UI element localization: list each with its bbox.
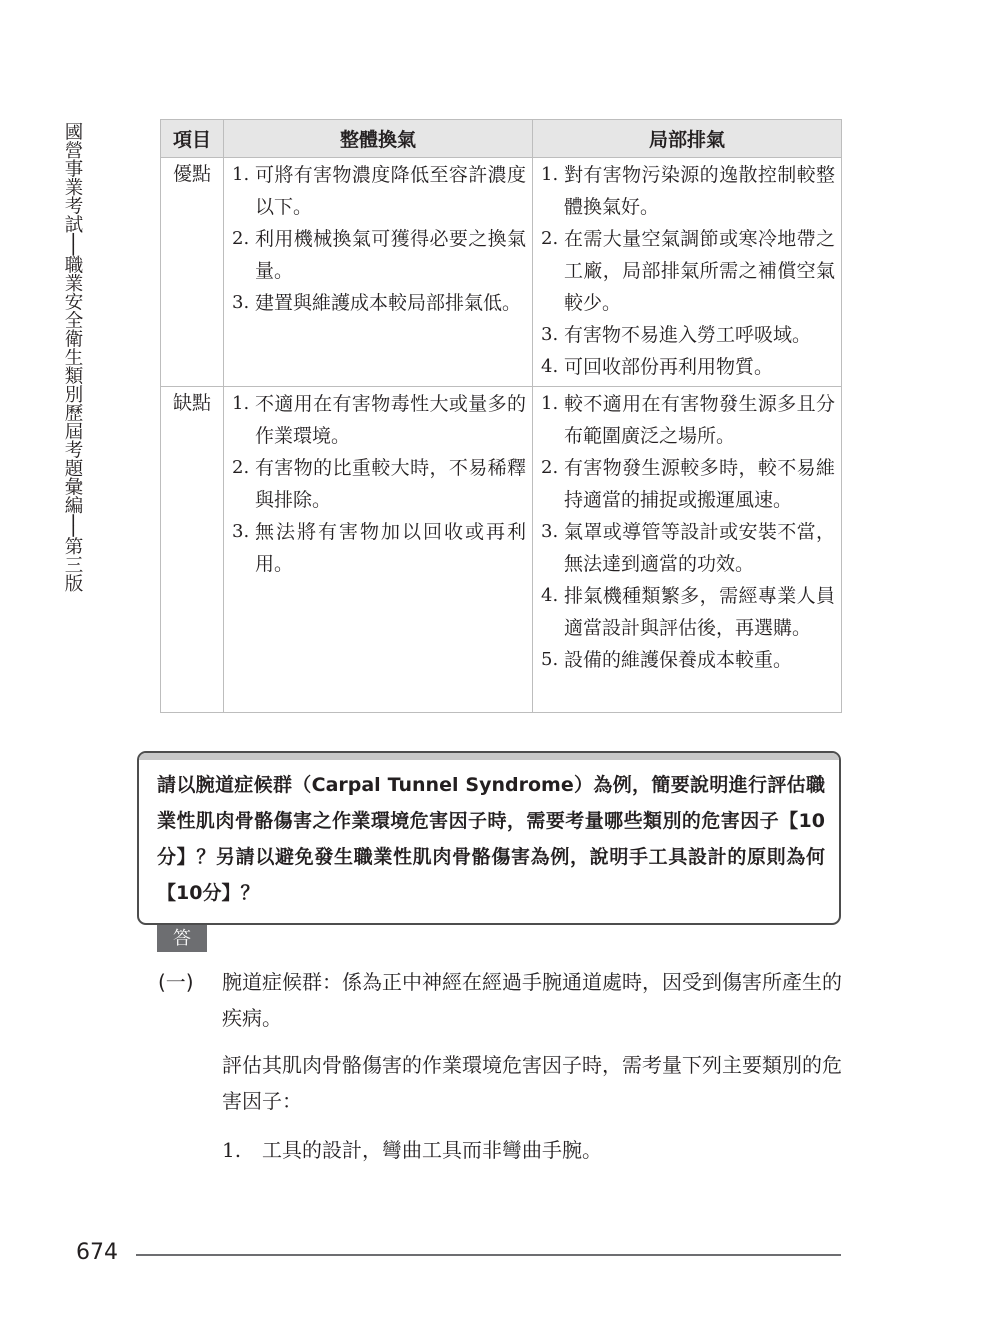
list-item (232, 452, 526, 516)
row-label-advantages: 優點 (161, 158, 224, 387)
list-item-text: 可回收部份再利用物質。 (564, 356, 774, 378)
list-item-number: 2. (232, 457, 250, 478)
list-item-number: 2. (541, 228, 559, 249)
answer-paragraph: 評估其肌肉骨骼傷害的作業環境危害因子時，需考量下列主要類別的危害因子： (222, 1053, 842, 1113)
question-text: 請以腕道症候群（Carpal Tunnel Syndrome）為例，簡要說明進行評估職業性肌肉骨骼傷害之作業環境危害因子時，需要考量哪些類別的危害因子【10分】？另請以避免發生職業性肌肉骨骼傷害為例，說明手工具設計的原則為何【10分】？ (157, 774, 825, 904)
list-item-number: 5. (541, 649, 559, 670)
answer-item-number: 1. (222, 1138, 242, 1162)
header-local-exhaust: 局部排氣 (533, 120, 842, 158)
list-item-number: 3. (232, 292, 250, 313)
list-item-number: 3. (232, 521, 250, 542)
list-item (541, 644, 835, 676)
list-item (541, 351, 835, 383)
list-item-number: 2. (541, 457, 559, 478)
list-item (232, 516, 526, 580)
advantages-local-list (541, 159, 835, 383)
list-item-number: 1. (541, 164, 559, 185)
list-item-text: 利用機械換氣可獲得必要之換氣量。 (255, 228, 526, 282)
ventilation-comparison-table (160, 119, 842, 713)
answer-item-text: 工具的設計，彎曲工具而非彎曲手腕。 (262, 1138, 602, 1162)
answer-section-text: 腕道症候群：係為正中神經在經過手腕通道處時，因受到傷害所產生的疾病。 (222, 970, 842, 1030)
list-item (541, 452, 835, 516)
list-item-text: 可將有害物濃度降低至容許濃度以下。 (255, 164, 526, 218)
list-item-text: 對有害物污染源的逸散控制較整體換氣好。 (564, 164, 835, 218)
list-item (541, 223, 835, 319)
list-item (541, 319, 835, 351)
question-box-top-bar (139, 753, 839, 760)
disadvantages-general-list (232, 388, 526, 580)
advantages-local-cell (533, 158, 842, 387)
advantages-general-cell (224, 158, 533, 387)
list-item-number: 1. (232, 393, 250, 414)
list-item-text: 氣罩或導管等設計或安裝不當，無法達到適當的功效。 (564, 521, 835, 575)
table-row-disadvantages (161, 387, 842, 713)
list-item-number: 4. (541, 356, 559, 377)
list-item-number: 3. (541, 324, 559, 345)
list-item-text: 有害物的比重較大時，不易稀釋與排除。 (255, 457, 526, 511)
disadvantages-local-cell (533, 387, 842, 713)
running-header-title: 國營事業考試──職業安全衛生類別歷屆考題彙編──第三版 (62, 122, 83, 593)
answer-label: 答 (157, 925, 207, 952)
disadvantages-local-list (541, 388, 835, 676)
table-header-row (161, 120, 842, 158)
list-item (232, 388, 526, 452)
list-item (232, 223, 526, 287)
answer-section-mark: (一) (158, 970, 194, 994)
table-row-advantages (161, 158, 842, 387)
list-item-text: 設備的維護保養成本較重。 (564, 649, 793, 671)
list-item (541, 159, 835, 223)
list-item-number: 4. (541, 585, 559, 606)
list-item (541, 388, 835, 452)
page-number: 674 (76, 1240, 118, 1265)
list-item-text: 建置與維護成本較局部排氣低。 (255, 292, 522, 314)
list-item-text: 不適用在有害物毒性大或量多的作業環境。 (255, 393, 526, 447)
header-item: 項目 (161, 120, 224, 158)
footer-rule (136, 1254, 841, 1256)
list-item (541, 580, 835, 644)
advantages-general-list (232, 159, 526, 319)
list-item-text: 有害物發生源較多時，較不易維持適當的捕捉或搬運風速。 (564, 457, 835, 511)
list-item-number: 1. (232, 164, 250, 185)
list-item-text: 排氣機種類繁多，需經專業人員適當設計與評估後，再選購。 (564, 585, 835, 639)
list-item (232, 287, 526, 319)
list-item-number: 2. (232, 228, 250, 249)
list-item-text: 較不適用在有害物發生源多且分布範圍廣泛之場所。 (564, 393, 835, 447)
list-item-number: 3. (541, 521, 559, 542)
list-item-text: 在需大量空氣調節或寒冷地帶之工廠，局部排氣所需之補償空氣較少。 (564, 228, 835, 314)
list-item-number: 1. (541, 393, 559, 414)
list-item-text: 無法將有害物加以回收或再利用。 (255, 521, 526, 575)
header-general-ventilation: 整體換氣 (224, 120, 533, 158)
list-item (541, 516, 835, 580)
list-item (232, 159, 526, 223)
row-label-disadvantages: 缺點 (161, 387, 224, 713)
disadvantages-general-cell (224, 387, 533, 713)
list-item-text: 有害物不易進入勞工呼吸域。 (564, 324, 812, 346)
question-box (137, 751, 841, 925)
